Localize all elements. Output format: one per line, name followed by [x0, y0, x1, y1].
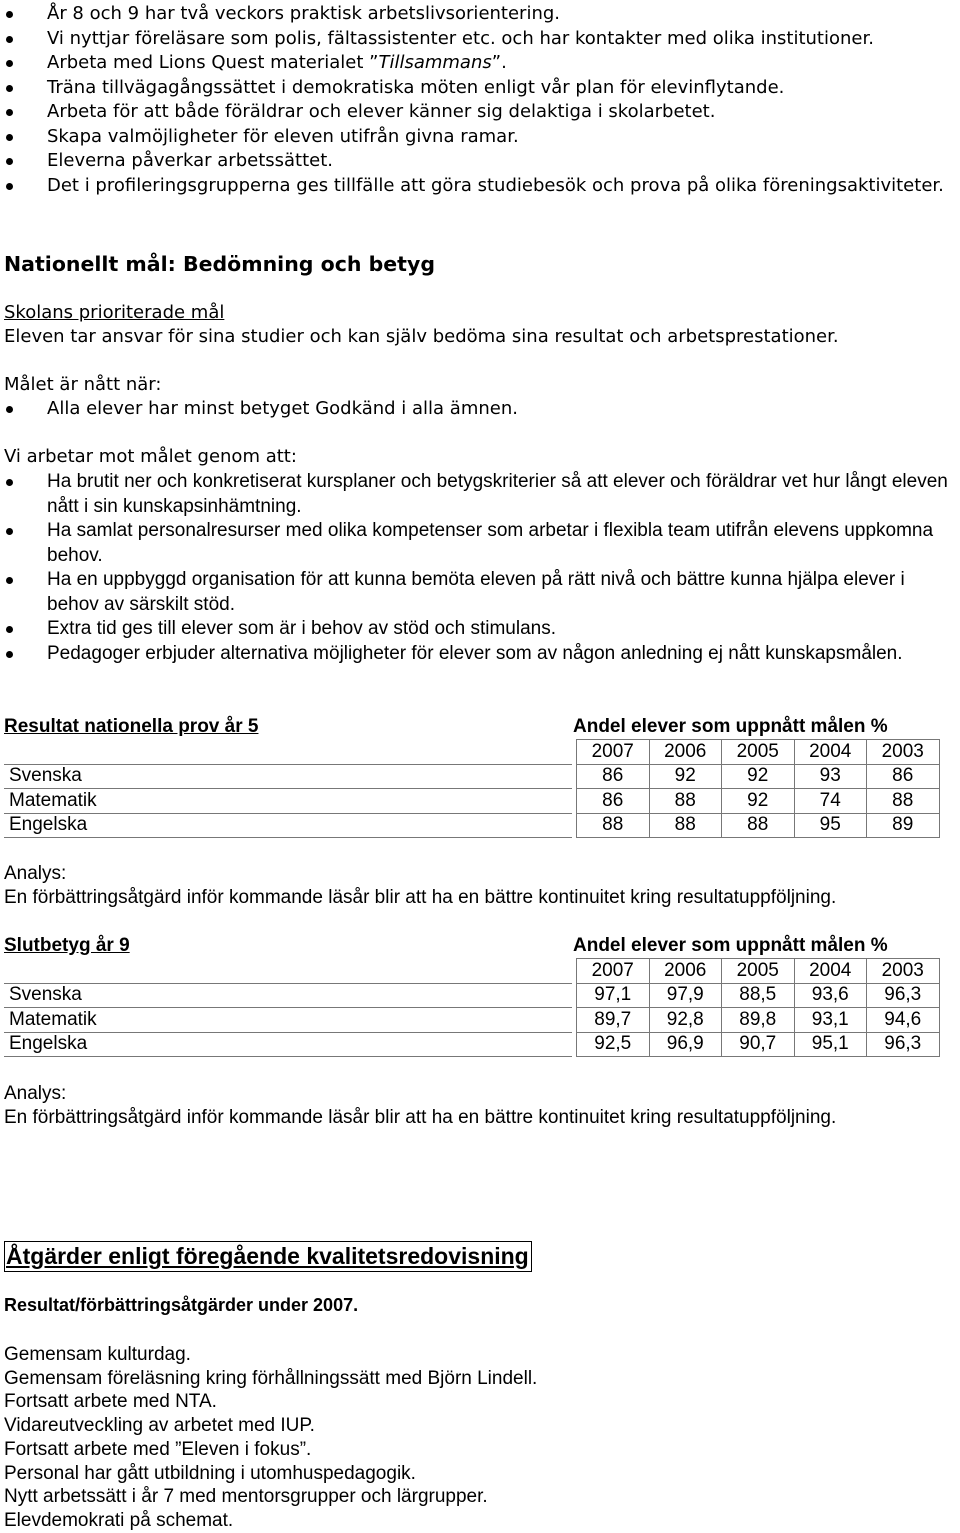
list-item: Ha en uppbyggd organisation för att kunna bemöta eleven på rätt nivå och bättre kunna hjälpa elever i behov av särskilt stöd.	[4, 568, 950, 617]
value-cell: 88,5	[722, 983, 795, 1008]
year-cell: 2004	[794, 740, 867, 765]
table2-header	[4, 935, 954, 957]
reached-bullet-list	[4, 397, 954, 422]
intro-bullet-list	[4, 2, 954, 198]
subject-cell: Svenska	[4, 764, 572, 789]
section-heading-actions: Åtgärder enligt föregående kvalitetsredovisning	[4, 1241, 532, 1272]
section-heading-national-goal: Nationellt mål: Bedömning och betyg	[4, 252, 436, 276]
value-cell: 97,1	[577, 983, 650, 1008]
value-cell: 97,9	[649, 983, 722, 1008]
list-item: Vidareutveckling av arbetet med IUP.	[4, 1415, 315, 1437]
value-cell: 86	[577, 764, 650, 789]
table-row	[4, 813, 939, 838]
value-cell: 92	[649, 764, 722, 789]
value-cell: 93	[794, 764, 867, 789]
value-cell: 89	[867, 813, 940, 838]
value-cell: 86	[867, 764, 940, 789]
value-cell: 95,1	[794, 1032, 867, 1057]
value-cell: 94,6	[867, 1008, 940, 1033]
list-item: Skapa valmöjligheter för eleven utifrån givna ramar.	[4, 125, 954, 150]
list-item: Gemensam föreläsning kring förhållningssätt med Björn Lindell.	[4, 1367, 538, 1389]
table-row	[4, 789, 939, 814]
actions-list	[4, 1343, 537, 1533]
list-item: Extra tid ges till elever som är i behov av stöd och stimulans.	[4, 617, 950, 642]
list-item: Nytt arbetssätt i år 7 med mentorsgrupper och lärgrupper.	[4, 1486, 488, 1508]
year-cell: 2006	[649, 959, 722, 984]
table-row	[4, 764, 939, 789]
value-cell: 88	[722, 813, 795, 838]
value-cell: 74	[794, 789, 867, 814]
table1-title: Resultat nationella prov år 5	[4, 716, 259, 737]
work-bullet-list	[4, 470, 950, 666]
list-item: Arbeta för att både föräldrar och elever känner sig delaktiga i skolarbetet.	[4, 100, 954, 125]
subject-cell: Engelska	[4, 1032, 572, 1057]
table-row	[4, 740, 939, 765]
list-item: Det i profileringsgrupperna ges tillfälle att göra studiebesök och prova på olika föreningsaktiviteter.	[4, 174, 954, 199]
year-cell: 2005	[722, 740, 795, 765]
value-cell: 93,6	[794, 983, 867, 1008]
value-cell: 92,5	[577, 1032, 650, 1057]
table2-title: Slutbetyg år 9	[4, 935, 130, 956]
table-row	[4, 959, 939, 984]
value-cell: 89,8	[722, 1008, 795, 1033]
table1-right-title: Andel elever som uppnått målen %	[573, 716, 888, 737]
list-item: Träna tillvägagångssättet i demokratiska möten enligt vår plan för elevinflytande.	[4, 76, 954, 101]
analysis-text: En förbättringsåtgärd inför kommande läsår blir att ha en bättre kontinuitet kring resultatuppföljning.	[4, 887, 837, 908]
subject-cell: Matematik	[4, 789, 572, 814]
subject-cell: Engelska	[4, 813, 572, 838]
list-item: Pedagoger erbjuder alternativa möjligheter för elever som av någon anledning ej nått kunskapsmålen.	[4, 642, 950, 667]
year-cell: 2003	[867, 959, 940, 984]
reached-label: Målet är nått när:	[4, 374, 162, 395]
value-cell: 96,3	[867, 983, 940, 1008]
list-item: Arbeta med Lions Quest materialet ”Tillsammans”.	[4, 51, 954, 76]
value-cell: 92,8	[649, 1008, 722, 1033]
results-table-final-grades	[4, 958, 940, 1057]
year-cell: 2006	[649, 740, 722, 765]
analysis-label: Analys:	[4, 1083, 67, 1104]
work-label: Vi arbetar mot målet genom att:	[4, 446, 297, 467]
value-cell: 93,1	[794, 1008, 867, 1033]
list-item: Fortsatt arbete med ”Eleven i fokus”.	[4, 1438, 312, 1460]
value-cell: 89,7	[577, 1008, 650, 1033]
list-item: År 8 och 9 har två veckors praktisk arbetslivsorientering.	[4, 2, 954, 27]
list-item: Gemensam kulturdag.	[4, 1344, 191, 1365]
list-item: Ha samlat personalresurser med olika kompetenser som arbetar i flexibla team utifrån elevens uppkomna behov.	[4, 519, 950, 568]
value-cell: 88	[649, 813, 722, 838]
value-cell: 95	[794, 813, 867, 838]
results-table-national-tests	[4, 739, 940, 838]
list-item: Vi nyttjar föreläsare som polis, fältassistenter etc. och har kontakter med olika institutioner.	[4, 27, 954, 52]
list-item: Fortsatt arbete med NTA.	[4, 1391, 217, 1413]
actions-subheading: Resultat/förbättringsåtgärder under 2007.	[4, 1295, 359, 1315]
table-row	[4, 983, 939, 1008]
analysis-label: Analys:	[4, 863, 67, 884]
value-cell: 96,3	[867, 1032, 940, 1057]
value-cell: 88	[577, 813, 650, 838]
list-item: Ha brutit ner och konkretiserat kursplaner och betygskriterier så att elever och föräldrar vet hur långt eleven nått i sin kunskapsinhämtning.	[4, 470, 950, 519]
list-item: Alla elever har minst betyget Godkänd i alla ämnen.	[4, 397, 954, 422]
subject-cell: Svenska	[4, 983, 572, 1008]
table2-right-title: Andel elever som uppnått målen %	[573, 935, 888, 956]
list-item: Elevdemokrati på schemat.	[4, 1509, 234, 1531]
analysis-text: En förbättringsåtgärd inför kommande läsår blir att ha en bättre kontinuitet kring resultatuppföljning.	[4, 1107, 837, 1128]
value-cell: 90,7	[722, 1032, 795, 1057]
table-row	[4, 1032, 939, 1057]
list-item: Personal har gått utbildning i utomhuspedagogik.	[4, 1462, 416, 1484]
table1-header	[4, 716, 954, 738]
value-cell: 92	[722, 789, 795, 814]
value-cell: 92	[722, 764, 795, 789]
year-cell: 2005	[722, 959, 795, 984]
value-cell: 88	[649, 789, 722, 814]
year-cell: 2003	[867, 740, 940, 765]
school-goals-label: Skolans prioriterade mål	[4, 302, 225, 323]
year-cell: 2007	[577, 740, 650, 765]
school-goal-text: Eleven tar ansvar för sina studier och kan själv bedöma sina resultat och arbetsprestationer.	[4, 326, 839, 347]
table-row	[4, 1008, 939, 1033]
year-cell: 2007	[577, 959, 650, 984]
value-cell: 86	[577, 789, 650, 814]
list-item: Eleverna påverkar arbetssättet.	[4, 149, 954, 174]
value-cell: 88	[867, 789, 940, 814]
subject-cell: Matematik	[4, 1008, 572, 1033]
year-cell: 2004	[794, 959, 867, 984]
value-cell: 96,9	[649, 1032, 722, 1057]
